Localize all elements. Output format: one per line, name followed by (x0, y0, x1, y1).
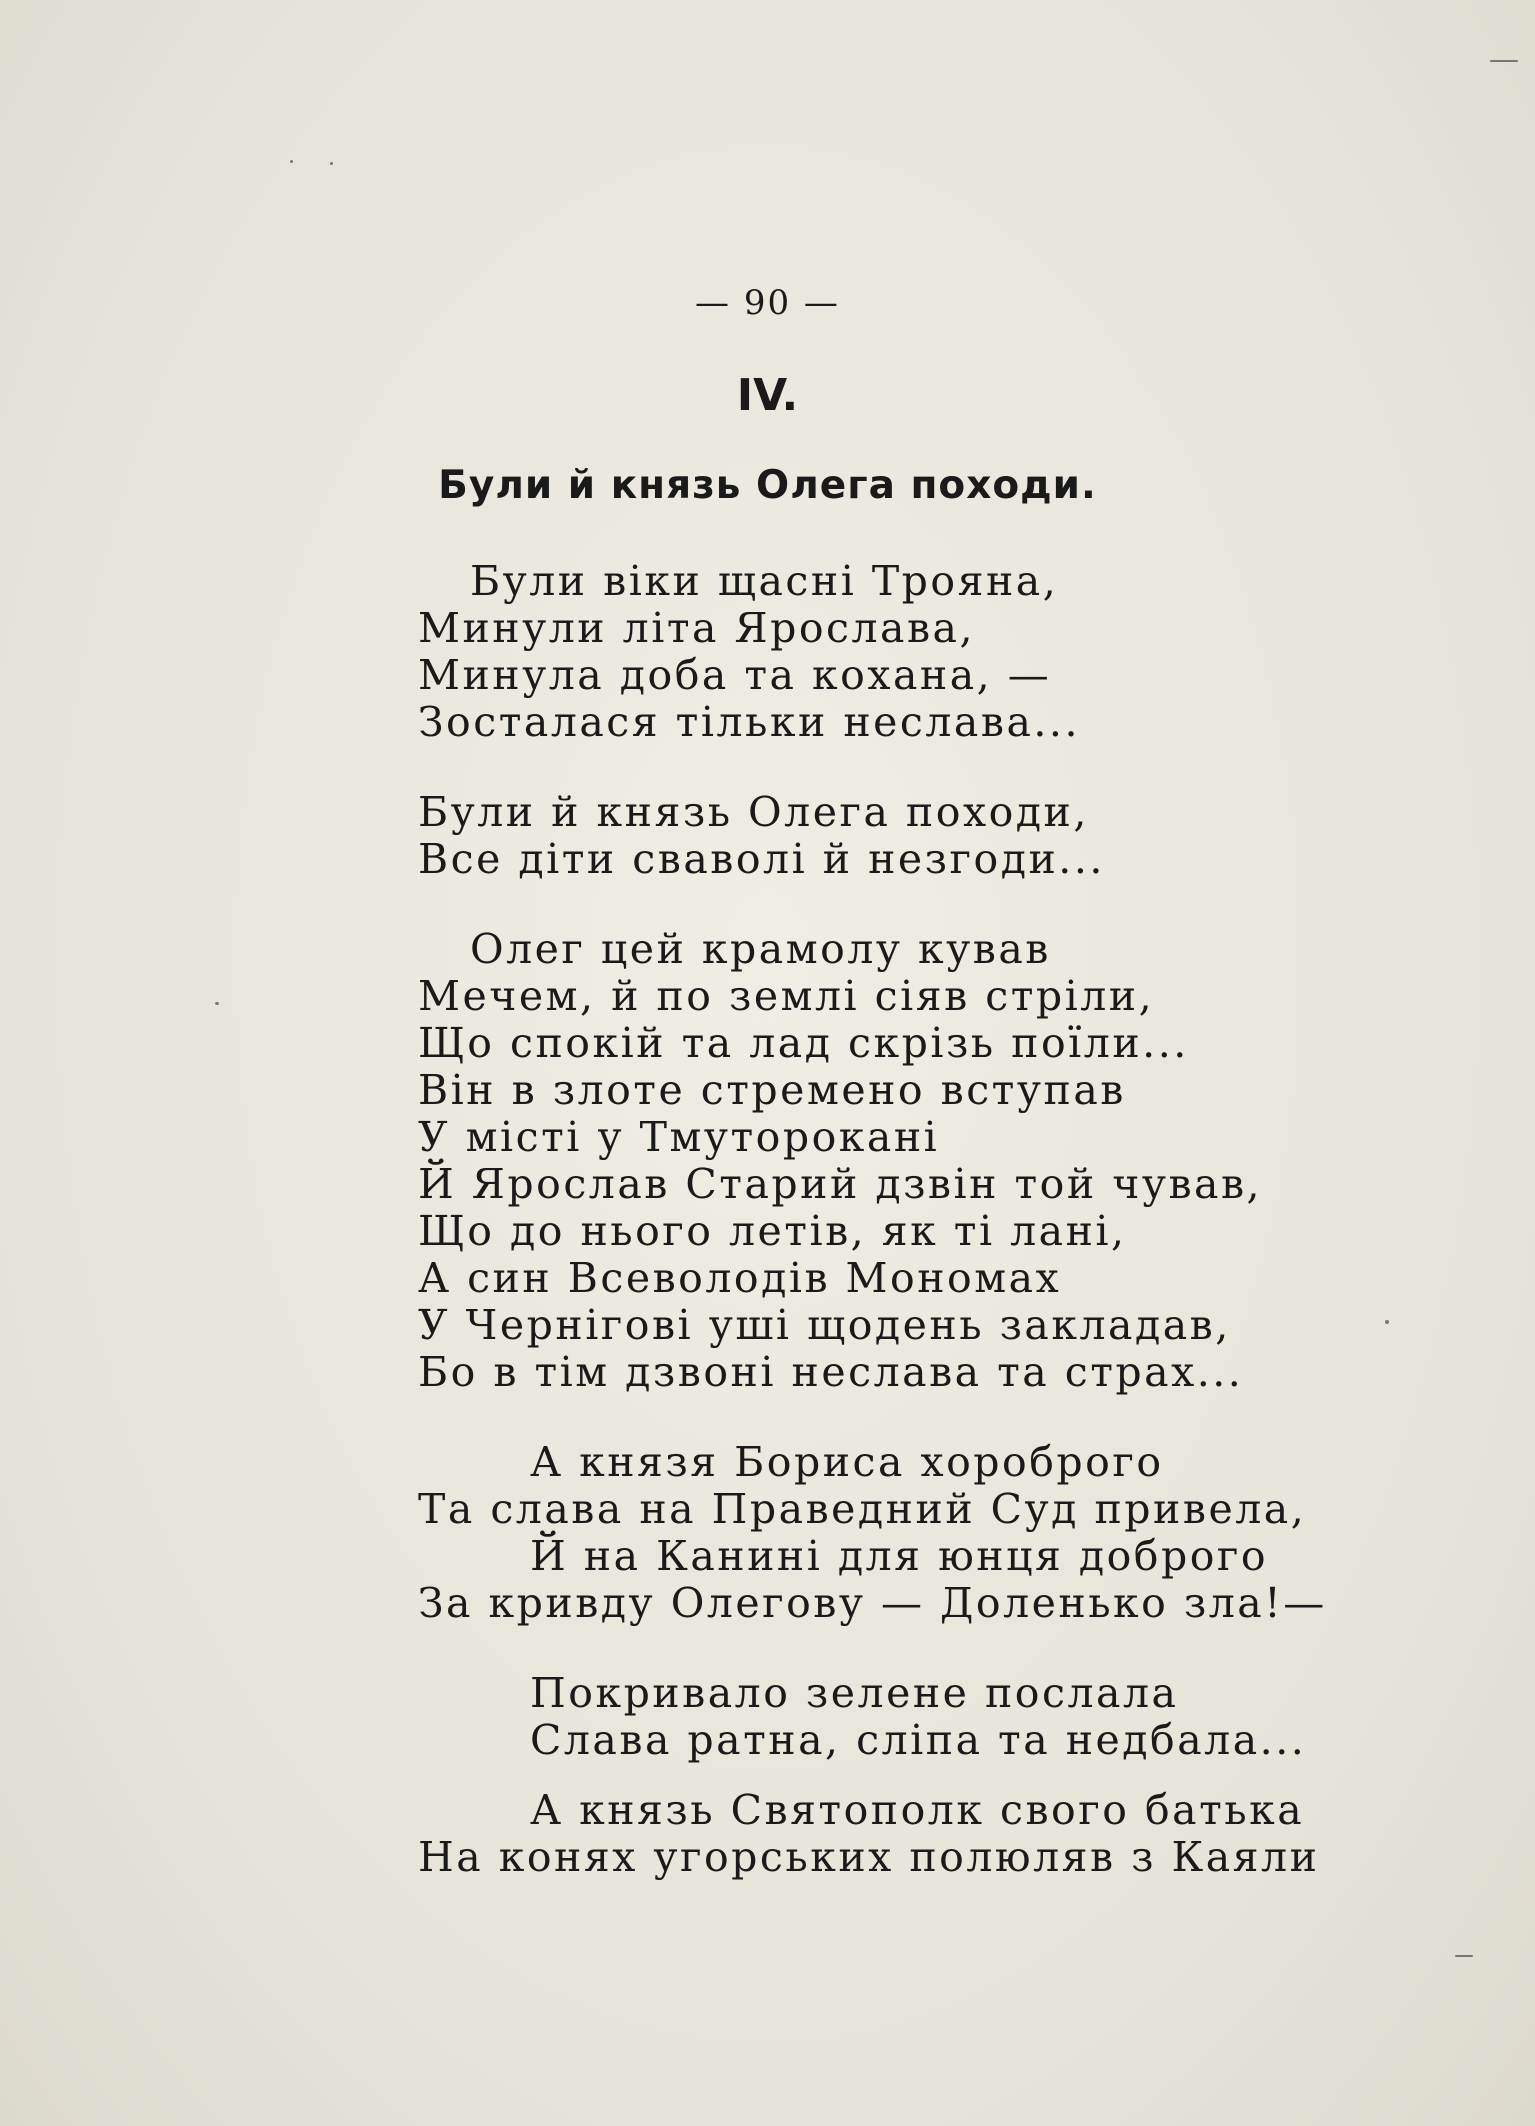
paper-speck (330, 162, 333, 165)
paper-speck (1385, 1320, 1389, 1324)
poem-line: Були віки щасні Трояна, (470, 557, 1059, 605)
section-numeral: IV. (736, 370, 799, 421)
poem-line: Й Ярослав Старий дзвін той чував, (418, 1160, 1263, 1208)
poem-line: А син Всеволодів Мономах (418, 1254, 1062, 1302)
paper-speck (1490, 60, 1518, 62)
poem-line: У місті у Тмуторокані (418, 1113, 940, 1161)
paper-speck (1455, 1955, 1473, 1957)
poem-line: Бо в тім дзвоні неслава та страх... (418, 1348, 1244, 1396)
paper-speck (215, 1002, 219, 1005)
poem-line: Та слава на Праведний Суд привела, (418, 1485, 1307, 1533)
poem-line: Слава ратна, сліпа та недбала... (530, 1716, 1307, 1764)
poem-line: А князь Святополк свого батька (530, 1786, 1305, 1834)
poem-line: А князя Бориса хороброго (530, 1438, 1164, 1486)
poem-line: Й на Канині для юнця доброго (530, 1532, 1269, 1580)
poem-line: Минула доба та кохана, — (418, 651, 1052, 699)
poem-line: Минули літа Ярослава, (418, 604, 976, 652)
poem-line: Зосталася тільки неслава... (418, 698, 1080, 746)
poem-line: У Чернігові уші щодень закладав, (418, 1301, 1231, 1349)
poem-line: Все діти сваволі й незгоди... (418, 835, 1105, 883)
poem-line: Олег цей крамолу кував (470, 925, 1051, 973)
poem-line: Мечем, й по землі сіяв стріли, (418, 972, 1155, 1020)
page-number: — 90 — (695, 283, 840, 323)
poem-line: Покривало зелене послала (530, 1669, 1179, 1717)
poem-line: На конях угорських полюляв з Каяли (418, 1833, 1320, 1881)
paper-speck (290, 160, 293, 163)
poem-line: Були й князь Олега походи, (418, 788, 1089, 836)
poem-line: За кривду Олегову — Доленько зла!— (418, 1579, 1327, 1627)
poem-title: Були й князь Олега походи. (438, 463, 1097, 508)
poem-line: Що до нього летів, як ті лані, (418, 1207, 1127, 1255)
poem-line: Що спокій та лад скрізь поїли... (418, 1019, 1189, 1067)
poem-line: Він в злоте стремено вступав (418, 1066, 1126, 1114)
